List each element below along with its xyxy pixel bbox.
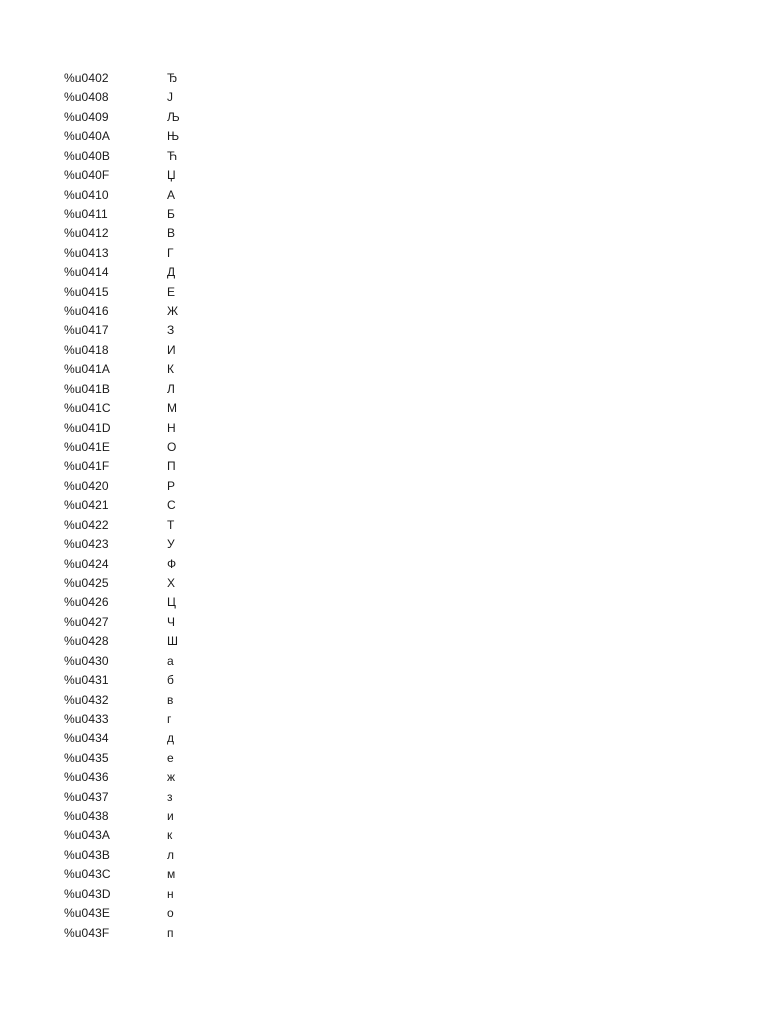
table-row bbox=[64, 399, 207, 418]
unicode-code: %u0424 bbox=[64, 556, 109, 571]
unicode-code: %u0432 bbox=[64, 692, 109, 707]
table-row bbox=[64, 244, 207, 263]
unicode-code: %u041F bbox=[64, 459, 110, 474]
table-row bbox=[64, 535, 207, 554]
cyrillic-character: Н bbox=[167, 420, 176, 435]
table-row bbox=[64, 263, 207, 282]
unicode-code: %u043E bbox=[64, 906, 110, 921]
table-row bbox=[64, 691, 207, 710]
table-row bbox=[64, 904, 207, 923]
table-row bbox=[64, 885, 207, 904]
cyrillic-character: М bbox=[167, 401, 177, 416]
unicode-code: %u0402 bbox=[64, 71, 109, 85]
cyrillic-character: Џ bbox=[167, 168, 176, 183]
unicode-code: %u043F bbox=[64, 925, 110, 940]
table-row bbox=[64, 496, 207, 515]
cyrillic-character: Љ bbox=[167, 109, 180, 124]
table-row bbox=[64, 671, 207, 690]
cyrillic-character: Ј bbox=[167, 90, 173, 105]
table-row bbox=[64, 729, 207, 748]
table-row bbox=[64, 788, 207, 807]
cyrillic-character: и bbox=[167, 809, 174, 824]
unicode-code: %u0425 bbox=[64, 575, 109, 590]
cyrillic-character: а bbox=[167, 653, 174, 668]
table-row bbox=[64, 826, 207, 845]
table-row bbox=[64, 477, 207, 496]
cyrillic-character: Ф bbox=[167, 556, 177, 571]
unicode-code: %u040F bbox=[64, 168, 110, 183]
table-row bbox=[64, 652, 207, 671]
table-row bbox=[64, 108, 207, 127]
unicode-code: %u043B bbox=[64, 847, 110, 862]
cyrillic-character: е bbox=[167, 750, 174, 765]
unicode-code: %u041C bbox=[64, 401, 111, 416]
table-row bbox=[64, 360, 207, 379]
unicode-code: %u0427 bbox=[64, 614, 109, 629]
cyrillic-character: Ш bbox=[167, 634, 178, 649]
unicode-code: %u0428 bbox=[64, 634, 109, 649]
unicode-code: %u0438 bbox=[64, 809, 109, 824]
unicode-code: %u0430 bbox=[64, 653, 109, 668]
unicode-code: %u041E bbox=[64, 440, 110, 455]
cyrillic-character: У bbox=[167, 537, 175, 552]
table-row bbox=[64, 574, 207, 593]
table-row bbox=[64, 166, 207, 185]
unicode-code: %u0422 bbox=[64, 517, 109, 532]
table-row bbox=[64, 224, 207, 243]
unicode-code: %u041B bbox=[64, 381, 110, 396]
table-row bbox=[64, 516, 207, 535]
unicode-code: %u0415 bbox=[64, 284, 109, 299]
cyrillic-character: л bbox=[167, 847, 175, 862]
cyrillic-character: н bbox=[167, 886, 174, 901]
unicode-code: %u0423 bbox=[64, 537, 109, 552]
unicode-code: %u0434 bbox=[64, 731, 109, 746]
unicode-code: %u0409 bbox=[64, 109, 109, 124]
cyrillic-character: В bbox=[167, 226, 176, 241]
unicode-code: %u0413 bbox=[64, 245, 109, 260]
table-row bbox=[64, 321, 207, 340]
unicode-code: %u0410 bbox=[64, 187, 109, 202]
cyrillic-character: з bbox=[167, 789, 173, 804]
table-row bbox=[64, 457, 207, 476]
table-row bbox=[64, 88, 207, 107]
table-row bbox=[64, 749, 207, 768]
cyrillic-character: в bbox=[167, 692, 174, 707]
unicode-code: %u0408 bbox=[64, 90, 109, 105]
unicode-code: %u0420 bbox=[64, 478, 109, 493]
table-row bbox=[64, 186, 207, 205]
unicode-code: %u0433 bbox=[64, 711, 109, 726]
unicode-code: %u0421 bbox=[64, 498, 109, 513]
cyrillic-character: Д bbox=[167, 265, 176, 280]
cyrillic-character: Б bbox=[167, 206, 175, 221]
table-row bbox=[64, 205, 207, 224]
table-row bbox=[64, 419, 207, 438]
table-row bbox=[64, 283, 207, 302]
unicode-code: %u043D bbox=[64, 886, 111, 901]
cyrillic-character: Ж bbox=[167, 304, 179, 319]
cyrillic-character: п bbox=[167, 925, 174, 940]
table-row bbox=[64, 555, 207, 574]
table-row bbox=[64, 924, 207, 943]
table-row bbox=[64, 147, 207, 166]
table-row bbox=[64, 865, 207, 884]
cyrillic-character: Њ bbox=[167, 129, 180, 144]
cyrillic-character: П bbox=[167, 459, 176, 474]
unicode-code: %u043A bbox=[64, 828, 110, 843]
unicode-code: %u0436 bbox=[64, 770, 109, 785]
cyrillic-character: С bbox=[167, 498, 176, 513]
cyrillic-character: м bbox=[167, 867, 176, 882]
unicode-code: %u0437 bbox=[64, 789, 109, 804]
table-row bbox=[64, 380, 207, 399]
cyrillic-character: Х bbox=[167, 575, 176, 590]
table-row bbox=[64, 127, 207, 146]
unicode-code: %u0412 bbox=[64, 226, 109, 241]
unicode-code: %u0426 bbox=[64, 595, 109, 610]
unicode-code: %u0416 bbox=[64, 304, 109, 319]
table-row bbox=[64, 632, 207, 651]
unicode-code: %u0414 bbox=[64, 265, 109, 280]
cyrillic-character: Р bbox=[167, 478, 176, 493]
cyrillic-character: Е bbox=[167, 284, 176, 299]
table-row bbox=[64, 768, 207, 787]
cyrillic-character: О bbox=[167, 440, 177, 455]
unicode-code: %u041D bbox=[64, 420, 111, 435]
cyrillic-character: Ћ bbox=[167, 148, 178, 163]
cyrillic-character: Ђ bbox=[167, 71, 178, 85]
character-code-table bbox=[64, 69, 207, 943]
cyrillic-character: Г bbox=[167, 245, 174, 260]
unicode-code: %u0435 bbox=[64, 750, 109, 765]
table-row bbox=[64, 341, 207, 360]
unicode-code: %u0431 bbox=[64, 673, 109, 688]
cyrillic-character: К bbox=[167, 362, 174, 377]
cyrillic-character: б bbox=[167, 673, 174, 688]
cyrillic-character: д bbox=[167, 731, 175, 746]
table-row bbox=[64, 593, 207, 612]
cyrillic-character: к bbox=[167, 828, 173, 843]
unicode-code: %u040A bbox=[64, 129, 110, 144]
cyrillic-character: Ч bbox=[167, 614, 175, 629]
table-row bbox=[64, 302, 207, 321]
cyrillic-character: Т bbox=[167, 517, 175, 532]
table-row bbox=[64, 710, 207, 729]
cyrillic-character: И bbox=[167, 342, 176, 357]
unicode-code: %u0418 bbox=[64, 342, 109, 357]
cyrillic-character: г bbox=[167, 711, 172, 726]
cyrillic-character: Л bbox=[167, 381, 175, 396]
unicode-code: %u0417 bbox=[64, 323, 109, 338]
cyrillic-character: Ц bbox=[167, 595, 176, 610]
table-row bbox=[64, 846, 207, 865]
cyrillic-character: о bbox=[167, 906, 174, 921]
table-row bbox=[64, 69, 207, 88]
cyrillic-character: ж bbox=[167, 770, 176, 785]
cyrillic-character: З bbox=[167, 323, 175, 338]
table-row bbox=[64, 613, 207, 632]
unicode-code: %u043C bbox=[64, 867, 111, 882]
unicode-code: %u041A bbox=[64, 362, 110, 377]
unicode-code: %u0411 bbox=[64, 206, 108, 221]
unicode-code: %u040B bbox=[64, 148, 110, 163]
table-row bbox=[64, 438, 207, 457]
table-row bbox=[64, 807, 207, 826]
cyrillic-character: А bbox=[167, 187, 176, 202]
